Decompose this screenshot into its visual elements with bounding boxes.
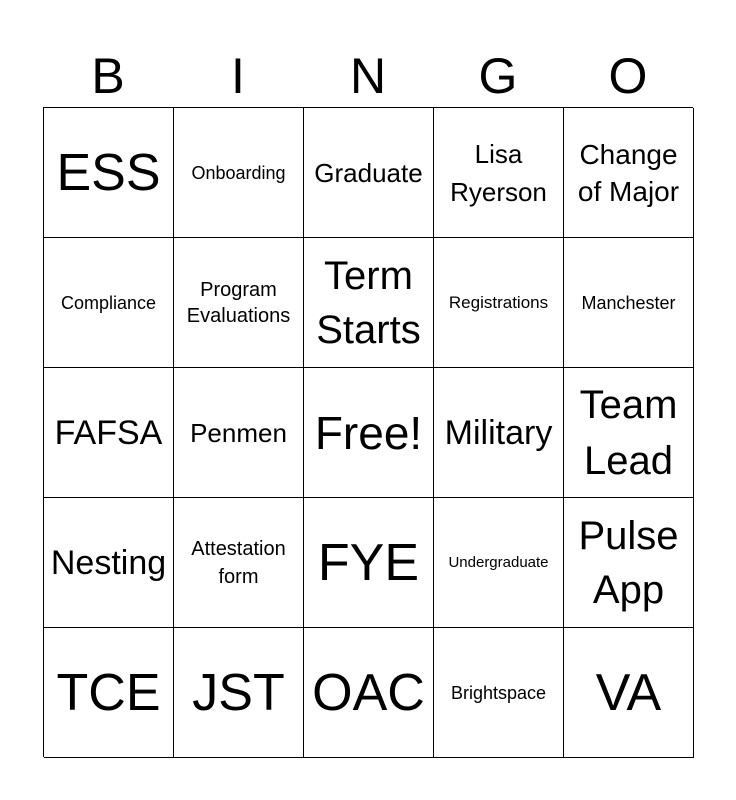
bingo-cell[interactable]	[564, 238, 694, 368]
bingo-cell[interactable]	[434, 238, 564, 368]
bingo-cell[interactable]	[564, 498, 694, 628]
cell-label: Change of Major	[577, 138, 680, 207]
cell-label: Registrations	[448, 292, 549, 312]
bingo-cell[interactable]	[44, 108, 174, 238]
cell-label: Graduate	[314, 157, 423, 188]
bingo-header	[43, 46, 693, 106]
cell-label: Nesting	[50, 543, 167, 582]
bingo-cell[interactable]	[434, 108, 564, 238]
bingo-cell[interactable]	[304, 238, 434, 368]
cell-label: Penmen	[190, 417, 287, 448]
bingo-cell[interactable]	[44, 628, 174, 758]
bingo-cell[interactable]	[564, 368, 694, 498]
bingo-cell[interactable]	[434, 368, 564, 498]
cell-label: JST	[192, 663, 285, 722]
bingo-cell[interactable]	[304, 498, 434, 628]
bingo-cell[interactable]	[174, 368, 304, 498]
bingo-cell[interactable]	[174, 628, 304, 758]
bingo-cell[interactable]	[564, 108, 694, 238]
bingo-cell[interactable]	[304, 368, 434, 498]
bingo-cell[interactable]	[174, 108, 304, 238]
bingo-card	[43, 107, 693, 757]
cell-label: FAFSA	[54, 413, 163, 452]
cell-label: VA	[595, 663, 662, 722]
bingo-cell[interactable]	[304, 108, 434, 238]
bingo-cell[interactable]	[434, 498, 564, 628]
header-letter-n: N	[349, 48, 387, 104]
header-letter-g: G	[478, 48, 518, 104]
cell-label: Brightspace	[450, 682, 547, 703]
cell-label: Team Lead	[579, 382, 678, 483]
cell-label: Lisa Ryerson	[450, 138, 547, 207]
cell-label: FYE	[317, 533, 420, 592]
cell-label: Undergraduate	[448, 553, 549, 571]
cell-label: Compliance	[60, 292, 157, 313]
cell-label: Manchester	[581, 292, 676, 313]
cell-label: Free!	[314, 406, 423, 459]
cell-label: Program Evaluations	[186, 278, 291, 327]
cell-label: Attestation form	[191, 537, 286, 588]
header-letter-o: O	[608, 48, 648, 104]
bingo-cell[interactable]	[44, 368, 174, 498]
cell-label: Onboarding	[191, 162, 286, 183]
cell-label: Pulse App	[578, 513, 679, 612]
cell-label: TCE	[56, 663, 161, 722]
cell-label: Military	[444, 413, 553, 452]
header-letter-b: B	[91, 48, 125, 104]
bingo-cell[interactable]	[44, 238, 174, 368]
cell-label: ESS	[56, 143, 161, 202]
cell-label: OAC	[312, 663, 425, 722]
header-letter-i: I	[231, 48, 245, 104]
bingo-cell[interactable]	[564, 628, 694, 758]
bingo-cell[interactable]	[174, 238, 304, 368]
cell-label: Term Starts	[316, 253, 421, 352]
bingo-cell[interactable]	[174, 498, 304, 628]
bingo-cell[interactable]	[44, 498, 174, 628]
bingo-cell[interactable]	[304, 628, 434, 758]
bingo-cell[interactable]	[434, 628, 564, 758]
